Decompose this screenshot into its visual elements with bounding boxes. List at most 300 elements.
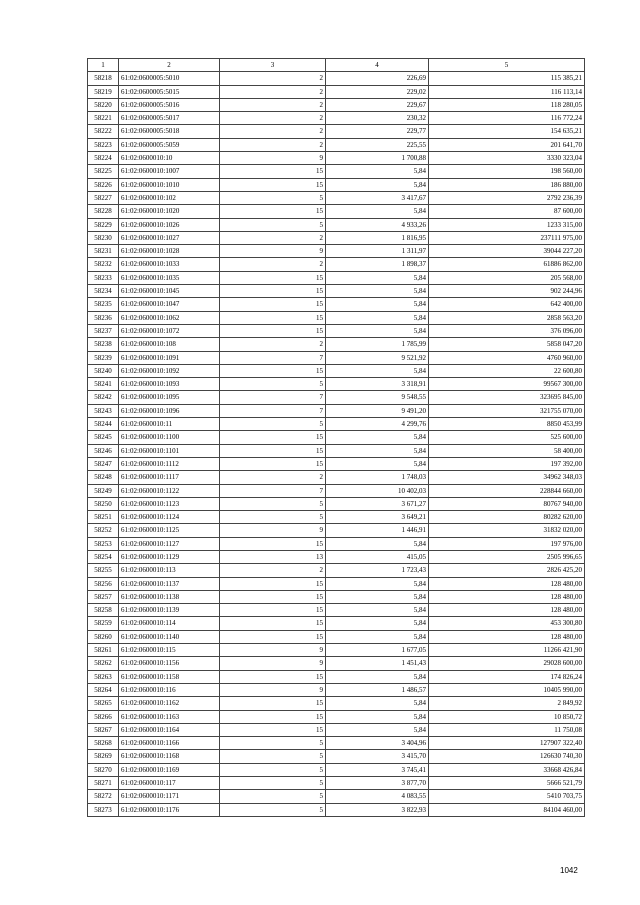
category-cell: 7 [220, 404, 326, 417]
category-cell: 2 [220, 471, 326, 484]
cadastral-number-cell: 61:02:0600010:1176 [119, 803, 220, 816]
row-number-cell: 58218 [88, 72, 119, 85]
category-cell: 2 [220, 72, 326, 85]
category-cell: 9 [220, 657, 326, 670]
table-row [88, 777, 585, 790]
category-cell: 5 [220, 218, 326, 231]
cadastral-number-cell: 61:02:0600010:1171 [119, 790, 220, 803]
cadastral-number-cell: 61:02:0600010:1007 [119, 165, 220, 178]
value-cell: 186 880,00 [429, 178, 585, 191]
row-number-cell: 58245 [88, 431, 119, 444]
cadastral-number-cell: 61:02:0600010:1045 [119, 285, 220, 298]
category-cell: 15 [220, 311, 326, 324]
value-cell: 1233 315,00 [429, 218, 585, 231]
area-cell: 5,84 [326, 205, 429, 218]
row-number-cell: 58252 [88, 524, 119, 537]
row-number-cell: 58241 [88, 378, 119, 391]
row-number-cell: 58267 [88, 723, 119, 736]
category-cell: 5 [220, 378, 326, 391]
category-cell: 15 [220, 577, 326, 590]
value-cell: 10 850,72 [429, 710, 585, 723]
category-cell: 2 [220, 564, 326, 577]
page-number: 1042 [560, 866, 578, 875]
table-row [88, 537, 585, 550]
category-cell: 9 [220, 152, 326, 165]
category-cell: 15 [220, 298, 326, 311]
table-row [88, 218, 585, 231]
row-number-cell: 58240 [88, 364, 119, 377]
area-cell: 4 083,55 [326, 790, 429, 803]
cadastral-number-cell: 61:02:0600010:1028 [119, 245, 220, 258]
row-number-cell: 58221 [88, 112, 119, 125]
table-row [88, 550, 585, 563]
row-number-cell: 58232 [88, 258, 119, 271]
area-cell: 3 318,91 [326, 378, 429, 391]
row-number-cell: 58262 [88, 657, 119, 670]
row-number-cell: 58226 [88, 178, 119, 191]
table-row [88, 750, 585, 763]
cadastral-number-cell: 61:02:0600010:1140 [119, 630, 220, 643]
category-cell: 15 [220, 670, 326, 683]
table-row [88, 457, 585, 470]
cadastral-number-cell: 61:02:0600010:1096 [119, 404, 220, 417]
row-number-cell: 58260 [88, 630, 119, 643]
area-cell: 5,84 [326, 537, 429, 550]
cadastral-number-cell: 61:02:0600010:113 [119, 564, 220, 577]
table-row [88, 271, 585, 284]
category-cell: 15 [220, 710, 326, 723]
area-cell: 5,84 [326, 697, 429, 710]
row-number-cell: 58254 [88, 550, 119, 563]
value-cell: 87 600,00 [429, 205, 585, 218]
category-cell: 5 [220, 790, 326, 803]
value-cell: 5410 703,75 [429, 790, 585, 803]
row-number-cell: 58247 [88, 457, 119, 470]
value-cell: 84104 460,00 [429, 803, 585, 816]
row-number-cell: 58273 [88, 803, 119, 816]
area-cell: 5,84 [326, 457, 429, 470]
cadastral-number-cell: 61:02:0600010:1169 [119, 763, 220, 776]
area-cell: 225,55 [326, 138, 429, 151]
cadastral-number-cell: 61:02:0600010:1124 [119, 511, 220, 524]
table-row [88, 723, 585, 736]
value-cell: 2505 996,65 [429, 550, 585, 563]
cadastral-number-cell: 61:02:0600010:10 [119, 152, 220, 165]
table-row [88, 404, 585, 417]
category-cell: 7 [220, 484, 326, 497]
cadastral-number-cell: 61:02:0600010:102 [119, 191, 220, 204]
table-row [88, 231, 585, 244]
value-cell: 22 600,80 [429, 364, 585, 377]
cadastral-number-cell: 61:02:0600010:1100 [119, 431, 220, 444]
row-number-cell: 58229 [88, 218, 119, 231]
area-cell: 5,84 [326, 577, 429, 590]
value-cell: 11 750,08 [429, 723, 585, 736]
value-cell: 237111 975,00 [429, 231, 585, 244]
row-number-cell: 58249 [88, 484, 119, 497]
area-cell: 3 877,70 [326, 777, 429, 790]
table-row [88, 378, 585, 391]
area-cell: 1 451,43 [326, 657, 429, 670]
value-cell: 3330 323,04 [429, 152, 585, 165]
column-header-5: 5 [429, 59, 585, 72]
area-cell: 5,84 [326, 710, 429, 723]
value-cell: 80282 620,00 [429, 511, 585, 524]
area-cell: 5,84 [326, 431, 429, 444]
category-cell: 15 [220, 324, 326, 337]
area-cell: 3 649,21 [326, 511, 429, 524]
cadastral-number-cell: 61:02:0600010:1093 [119, 378, 220, 391]
table-row [88, 511, 585, 524]
cadastral-number-cell: 61:02:0600010:115 [119, 644, 220, 657]
value-cell: 29028 600,00 [429, 657, 585, 670]
area-cell: 230,32 [326, 112, 429, 125]
value-cell: 33668 426,84 [429, 763, 585, 776]
value-cell: 58 400,00 [429, 444, 585, 457]
cadastral-number-cell: 61:02:0600005:5015 [119, 85, 220, 98]
row-number-cell: 58237 [88, 324, 119, 337]
row-number-cell: 58256 [88, 577, 119, 590]
value-cell: 174 826,24 [429, 670, 585, 683]
table-row [88, 125, 585, 138]
area-cell: 4 299,76 [326, 418, 429, 431]
cadastral-number-cell: 61:02:0600010:1095 [119, 391, 220, 404]
cadastral-number-cell: 61:02:0600010:1101 [119, 444, 220, 457]
area-cell: 1 723,43 [326, 564, 429, 577]
row-number-cell: 58261 [88, 644, 119, 657]
value-cell: 902 244,96 [429, 285, 585, 298]
area-cell: 1 486,57 [326, 683, 429, 696]
value-cell: 154 635,21 [429, 125, 585, 138]
value-cell: 323695 845,00 [429, 391, 585, 404]
area-cell: 1 816,95 [326, 231, 429, 244]
area-cell: 5,84 [326, 364, 429, 377]
cadastral-number-cell: 61:02:0600010:1062 [119, 311, 220, 324]
value-cell: 118 280,05 [429, 98, 585, 111]
cadastral-number-cell: 61:02:0600010:116 [119, 683, 220, 696]
value-cell: 642 400,00 [429, 298, 585, 311]
category-cell: 2 [220, 98, 326, 111]
cadastral-number-cell: 61:02:0600010:1072 [119, 324, 220, 337]
value-cell: 4760 960,00 [429, 351, 585, 364]
cadastral-number-cell: 61:02:0600010:1035 [119, 271, 220, 284]
row-number-cell: 58258 [88, 604, 119, 617]
area-cell: 4 933,26 [326, 218, 429, 231]
table-row [88, 737, 585, 750]
category-cell: 15 [220, 630, 326, 643]
table-row [88, 763, 585, 776]
table-row [88, 683, 585, 696]
category-cell: 5 [220, 511, 326, 524]
cadastral-number-cell: 61:02:0600010:1047 [119, 298, 220, 311]
area-cell: 226,69 [326, 72, 429, 85]
area-cell: 9 521,92 [326, 351, 429, 364]
table-row [88, 431, 585, 444]
table-row [88, 617, 585, 630]
category-cell: 5 [220, 803, 326, 816]
area-cell: 5,84 [326, 444, 429, 457]
cadastral-number-cell: 61:02:0600010:1137 [119, 577, 220, 590]
table-row [88, 590, 585, 603]
category-cell: 2 [220, 112, 326, 125]
table-row [88, 710, 585, 723]
value-cell: 201 641,70 [429, 138, 585, 151]
row-number-cell: 58223 [88, 138, 119, 151]
table-row [88, 670, 585, 683]
cadastral-number-cell: 61:02:0600010:1168 [119, 750, 220, 763]
table-row [88, 484, 585, 497]
cadastral-number-cell: 61:02:0600010:1026 [119, 218, 220, 231]
cadastral-number-cell: 61:02:0600010:1156 [119, 657, 220, 670]
cadastral-number-cell: 61:02:0600005:5010 [119, 72, 220, 85]
area-cell: 3 404,96 [326, 737, 429, 750]
cadastral-number-cell: 61:02:0600005:5018 [119, 125, 220, 138]
table-row [88, 98, 585, 111]
value-cell: 2826 425,20 [429, 564, 585, 577]
cadastral-number-cell: 61:02:0600010:1092 [119, 364, 220, 377]
row-number-cell: 58227 [88, 191, 119, 204]
table-row [88, 165, 585, 178]
area-cell: 1 748,03 [326, 471, 429, 484]
value-cell: 8850 453,99 [429, 418, 585, 431]
area-cell: 5,84 [326, 311, 429, 324]
row-number-cell: 58271 [88, 777, 119, 790]
table-row [88, 391, 585, 404]
value-cell: 2 849,92 [429, 697, 585, 710]
table-row [88, 285, 585, 298]
value-cell: 197 976,00 [429, 537, 585, 550]
category-cell: 2 [220, 258, 326, 271]
area-cell: 1 700,88 [326, 152, 429, 165]
category-cell: 2 [220, 338, 326, 351]
cadastral-number-cell: 61:02:0600010:1129 [119, 550, 220, 563]
table-row [88, 138, 585, 151]
area-cell: 3 417,67 [326, 191, 429, 204]
cadastral-number-cell: 61:02:0600005:5016 [119, 98, 220, 111]
table-row [88, 178, 585, 191]
value-cell: 205 568,00 [429, 271, 585, 284]
cadastral-number-cell: 61:02:0600010:1164 [119, 723, 220, 736]
table-row [88, 85, 585, 98]
category-cell: 2 [220, 231, 326, 244]
row-number-cell: 58251 [88, 511, 119, 524]
row-number-cell: 58234 [88, 285, 119, 298]
table-row [88, 644, 585, 657]
row-number-cell: 58220 [88, 98, 119, 111]
area-cell: 3 671,27 [326, 497, 429, 510]
row-number-cell: 58253 [88, 537, 119, 550]
table-row [88, 790, 585, 803]
row-number-cell: 58266 [88, 710, 119, 723]
table-row [88, 152, 585, 165]
table-row [88, 351, 585, 364]
cadastral-number-cell: 61:02:0600010:1117 [119, 471, 220, 484]
row-number-cell: 58264 [88, 683, 119, 696]
area-cell: 5,84 [326, 324, 429, 337]
area-cell: 5,84 [326, 178, 429, 191]
area-cell: 229,02 [326, 85, 429, 98]
value-cell: 5666 521,79 [429, 777, 585, 790]
table-row [88, 311, 585, 324]
table-row [88, 697, 585, 710]
category-cell: 15 [220, 271, 326, 284]
cadastral-number-cell: 61:02:0600010:1162 [119, 697, 220, 710]
area-cell: 1 311,97 [326, 245, 429, 258]
cadastral-number-cell: 61:02:0600005:5059 [119, 138, 220, 151]
category-cell: 15 [220, 457, 326, 470]
table-row [88, 112, 585, 125]
cadastral-number-cell: 61:02:0600010:1127 [119, 537, 220, 550]
category-cell: 15 [220, 604, 326, 617]
area-cell: 229,67 [326, 98, 429, 111]
cadastral-number-cell: 61:02:0600010:1158 [119, 670, 220, 683]
row-number-cell: 58231 [88, 245, 119, 258]
value-cell: 2792 236,39 [429, 191, 585, 204]
category-cell: 15 [220, 444, 326, 457]
row-number-cell: 58242 [88, 391, 119, 404]
area-cell: 415,05 [326, 550, 429, 563]
cadastral-number-cell: 61:02:0600010:1163 [119, 710, 220, 723]
cadastral-number-cell: 61:02:0600010:1010 [119, 178, 220, 191]
row-number-cell: 58219 [88, 85, 119, 98]
table-row [88, 324, 585, 337]
table-row [88, 604, 585, 617]
area-cell: 1 677,05 [326, 644, 429, 657]
table-row [88, 72, 585, 85]
category-cell: 2 [220, 138, 326, 151]
row-number-cell: 58246 [88, 444, 119, 457]
category-cell: 15 [220, 178, 326, 191]
category-cell: 15 [220, 431, 326, 444]
area-cell: 1 785,99 [326, 338, 429, 351]
table-header-row [88, 59, 585, 72]
cadastral-number-cell: 61:02:0600010:1020 [119, 205, 220, 218]
area-cell: 5,84 [326, 604, 429, 617]
table-row [88, 205, 585, 218]
cadastral-number-cell: 61:02:0600010:1166 [119, 737, 220, 750]
cadastral-number-cell: 61:02:0600010:1033 [119, 258, 220, 271]
area-cell: 5,84 [326, 723, 429, 736]
category-cell: 5 [220, 418, 326, 431]
value-cell: 198 560,00 [429, 165, 585, 178]
category-cell: 2 [220, 85, 326, 98]
area-cell: 1 898,37 [326, 258, 429, 271]
area-cell: 5,84 [326, 670, 429, 683]
value-cell: 116 113,14 [429, 85, 585, 98]
row-number-cell: 58244 [88, 418, 119, 431]
row-number-cell: 58243 [88, 404, 119, 417]
row-number-cell: 58222 [88, 125, 119, 138]
value-cell: 116 772,24 [429, 112, 585, 125]
category-cell: 7 [220, 351, 326, 364]
value-cell: 10405 990,00 [429, 683, 585, 696]
cadastral-number-cell: 61:02:0600010:117 [119, 777, 220, 790]
category-cell: 9 [220, 644, 326, 657]
value-cell: 453 300,80 [429, 617, 585, 630]
value-cell: 228844 660,00 [429, 484, 585, 497]
area-cell: 229,77 [326, 125, 429, 138]
row-number-cell: 58268 [88, 737, 119, 750]
category-cell: 15 [220, 285, 326, 298]
value-cell: 128 480,00 [429, 577, 585, 590]
cadastral-number-cell: 61:02:0600005:5017 [119, 112, 220, 125]
cadastral-number-cell: 61:02:0600010:1123 [119, 497, 220, 510]
category-cell: 15 [220, 723, 326, 736]
row-number-cell: 58265 [88, 697, 119, 710]
area-cell: 5,84 [326, 617, 429, 630]
category-cell: 5 [220, 737, 326, 750]
category-cell: 5 [220, 763, 326, 776]
value-cell: 321755 070,00 [429, 404, 585, 417]
value-cell: 80767 940,00 [429, 497, 585, 510]
value-cell: 376 096,00 [429, 324, 585, 337]
row-number-cell: 58263 [88, 670, 119, 683]
area-cell: 9 548,55 [326, 391, 429, 404]
category-cell: 15 [220, 364, 326, 377]
value-cell: 11266 421,90 [429, 644, 585, 657]
value-cell: 525 600,00 [429, 431, 585, 444]
value-cell: 128 480,00 [429, 604, 585, 617]
area-cell: 3 415,70 [326, 750, 429, 763]
value-cell: 127907 322,40 [429, 737, 585, 750]
area-cell: 3 745,41 [326, 763, 429, 776]
value-cell: 2858 563,20 [429, 311, 585, 324]
value-cell: 128 480,00 [429, 630, 585, 643]
category-cell: 15 [220, 537, 326, 550]
cadastral-number-cell: 61:02:0600010:1091 [119, 351, 220, 364]
row-number-cell: 58238 [88, 338, 119, 351]
data-table [87, 58, 585, 817]
table-row [88, 657, 585, 670]
row-number-cell: 58272 [88, 790, 119, 803]
table-row [88, 803, 585, 816]
value-cell: 115 385,21 [429, 72, 585, 85]
value-cell: 126630 740,30 [429, 750, 585, 763]
cadastral-number-cell: 61:02:0600010:114 [119, 617, 220, 630]
table-row [88, 258, 585, 271]
category-cell: 9 [220, 524, 326, 537]
table-row [88, 245, 585, 258]
category-cell: 15 [220, 205, 326, 218]
category-cell: 15 [220, 590, 326, 603]
area-cell: 5,84 [326, 298, 429, 311]
table-row [88, 298, 585, 311]
area-cell: 5,84 [326, 590, 429, 603]
table-row [88, 191, 585, 204]
row-number-cell: 58236 [88, 311, 119, 324]
category-cell: 15 [220, 697, 326, 710]
table-body [88, 72, 585, 817]
value-cell: 128 480,00 [429, 590, 585, 603]
value-cell: 5858 047,20 [429, 338, 585, 351]
category-cell: 15 [220, 165, 326, 178]
category-cell: 9 [220, 245, 326, 258]
row-number-cell: 58228 [88, 205, 119, 218]
row-number-cell: 58270 [88, 763, 119, 776]
category-cell: 7 [220, 391, 326, 404]
cadastral-number-cell: 61:02:0600010:11 [119, 418, 220, 431]
area-cell: 9 491,20 [326, 404, 429, 417]
area-cell: 5,84 [326, 285, 429, 298]
row-number-cell: 58224 [88, 152, 119, 165]
category-cell: 5 [220, 497, 326, 510]
row-number-cell: 58259 [88, 617, 119, 630]
column-header-4: 4 [326, 59, 429, 72]
area-cell: 5,84 [326, 271, 429, 284]
cadastral-number-cell: 61:02:0600010:1125 [119, 524, 220, 537]
column-header-3: 3 [220, 59, 326, 72]
cadastral-number-cell: 61:02:0600010:1138 [119, 590, 220, 603]
